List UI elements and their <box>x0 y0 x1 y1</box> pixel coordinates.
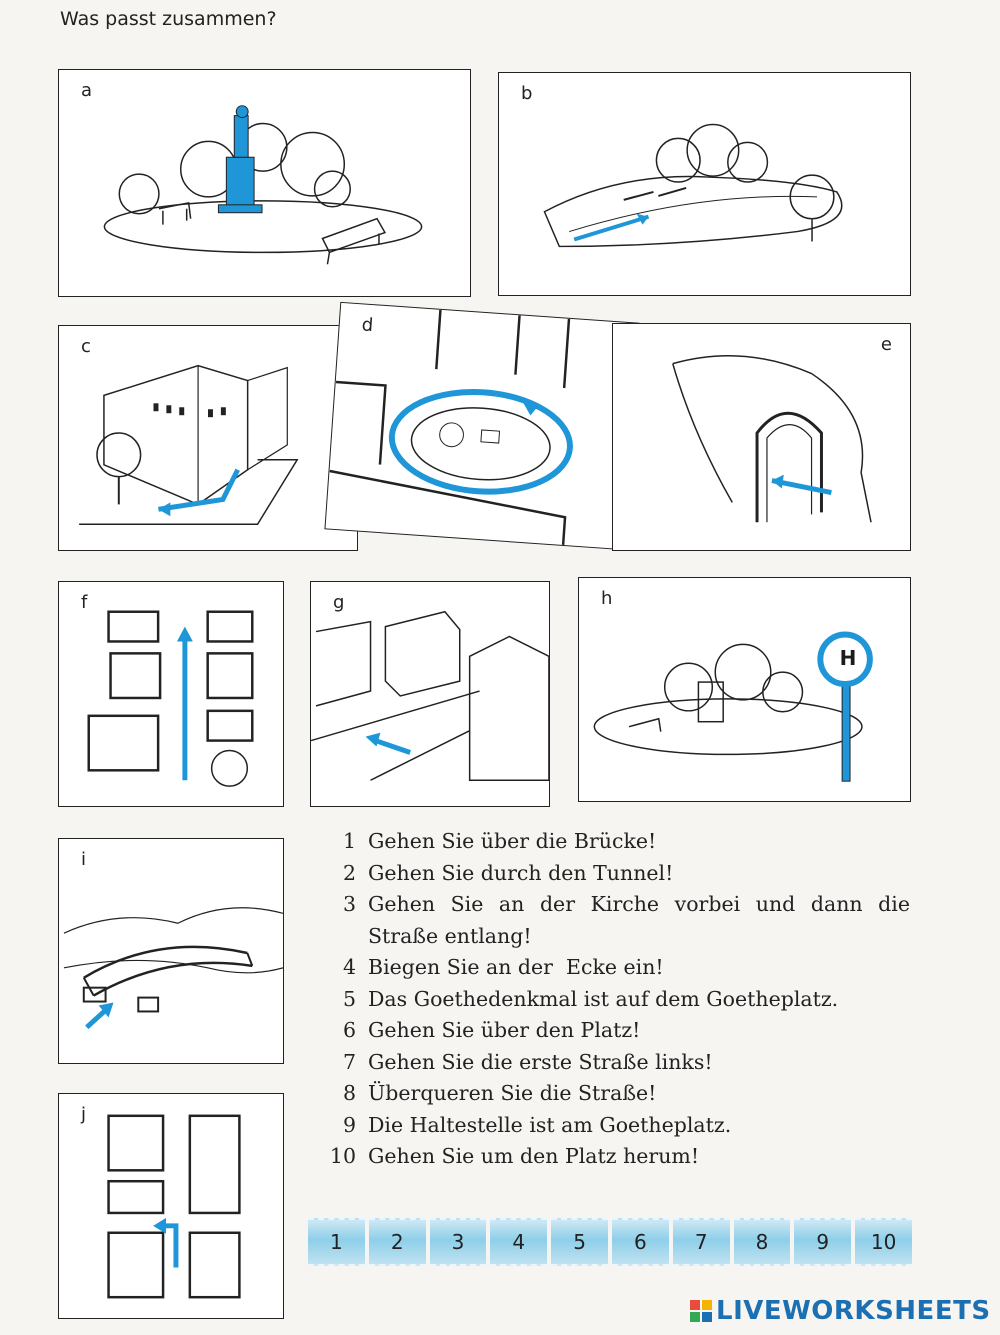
sentence-text: Biegen Sie an der Ecke ein! <box>368 955 664 979</box>
straight-street-map-illustration <box>59 582 283 806</box>
picture-i-label: i <box>81 849 87 870</box>
picture-e <box>612 323 911 551</box>
picture-h-label: h <box>601 588 613 609</box>
sentence-list <box>310 826 910 1173</box>
sentence-number: 4 <box>342 955 356 979</box>
sentence-number: 3 <box>342 892 356 916</box>
answer-box-8[interactable]: 8 <box>734 1218 791 1266</box>
sentence-number: 1 <box>342 829 356 853</box>
sentence-number: 9 <box>342 1112 356 1137</box>
answer-row <box>308 1218 912 1266</box>
bus-stop-sign-letter: H <box>839 646 857 670</box>
liveworksheets-logo[interactable] <box>690 1295 991 1327</box>
monument-square-illustration <box>59 70 470 296</box>
park-path-illustration <box>499 73 910 295</box>
answer-box-6[interactable]: 6 <box>612 1218 669 1266</box>
answer-box-2[interactable]: 2 <box>369 1218 426 1266</box>
sentence-item <box>310 1015 910 1047</box>
picture-a <box>58 69 471 297</box>
sentence-number: 5 <box>342 986 356 1011</box>
sentence-text: Gehen Sie die erste Straße links! <box>368 1049 713 1074</box>
picture-c-label: c <box>81 336 91 357</box>
sentence-text: Gehen Sie um den Platz herum! <box>368 1144 700 1168</box>
picture-e-label: e <box>880 334 892 355</box>
sentence-number: 6 <box>342 1018 356 1042</box>
sentence-number: 7 <box>342 1049 356 1074</box>
picture-i <box>58 838 284 1064</box>
picture-b <box>498 72 911 296</box>
cross-street-illustration <box>311 582 549 806</box>
tunnel-illustration <box>613 324 910 550</box>
sentence-item <box>310 952 910 984</box>
sentence-text: Gehen Sie durch den Tunnel! <box>368 860 674 885</box>
sentence-item <box>310 1047 910 1079</box>
answer-box-10[interactable]: 10 <box>855 1218 912 1266</box>
corner-turn-map-illustration <box>59 1094 283 1318</box>
logo-text: LIVEWORKSHEETS <box>716 1296 991 1326</box>
picture-h <box>578 577 911 802</box>
answer-box-1[interactable]: 1 <box>308 1218 365 1266</box>
answer-box-7[interactable]: 7 <box>673 1218 730 1266</box>
sentence-item <box>310 858 910 890</box>
sentence-text: Gehen Sie über den Platz! <box>368 1018 641 1042</box>
sentence-text: Gehen Sie an der Kirche vorbei und dann die Straße entlang! <box>368 892 910 948</box>
picture-c <box>58 325 358 551</box>
sentence-item <box>310 826 910 858</box>
answer-box-3[interactable]: 3 <box>430 1218 487 1266</box>
picture-j <box>58 1093 284 1319</box>
answer-box-9[interactable]: 9 <box>794 1218 851 1266</box>
answer-box-4[interactable]: 4 <box>490 1218 547 1266</box>
building-corner-illustration <box>59 326 357 550</box>
picture-f-label: f <box>81 592 88 613</box>
picture-g-label: g <box>333 592 345 613</box>
sentence-item <box>310 1078 910 1110</box>
picture-g <box>310 581 550 807</box>
sentence-text: Das Goethedenkmal ist auf dem Goetheplatz. <box>368 986 839 1011</box>
worksheet-title: Was passt zusammen? <box>60 8 277 30</box>
picture-a-label: a <box>81 80 93 101</box>
sentence-number: 10 <box>329 1144 356 1168</box>
sentence-number: 2 <box>342 860 356 885</box>
sentence-item <box>310 1141 910 1173</box>
bus-stop-square-illustration <box>579 578 910 801</box>
sentence-number: 8 <box>342 1081 356 1105</box>
sentence-text: Gehen Sie über die Brücke! <box>368 829 657 853</box>
picture-b-label: b <box>521 83 533 104</box>
bridge-illustration <box>59 839 283 1063</box>
logo-mark-icon <box>690 1300 712 1322</box>
sentence-text: Überqueren Sie die Straße! <box>368 1081 657 1105</box>
sentence-item <box>310 1110 910 1142</box>
picture-d-label: d <box>361 314 374 337</box>
sentence-item <box>310 984 910 1016</box>
sentence-item <box>310 889 910 952</box>
picture-d <box>324 302 639 550</box>
answer-box-5[interactable]: 5 <box>551 1218 608 1266</box>
roundabout-map-illustration <box>325 303 638 549</box>
picture-j-label: j <box>81 1104 87 1125</box>
picture-f <box>58 581 284 807</box>
sentence-text: Die Haltestelle ist am Goetheplatz. <box>368 1112 732 1137</box>
